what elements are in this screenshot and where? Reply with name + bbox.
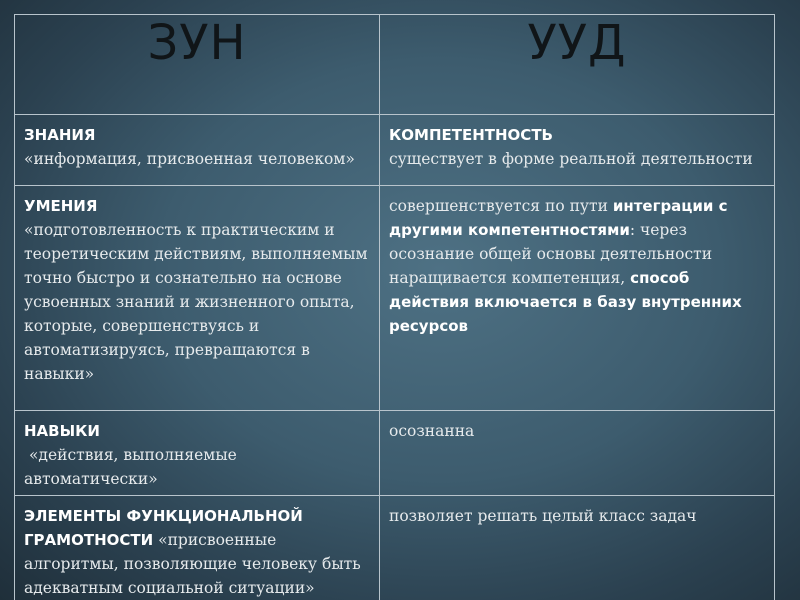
cell-competence (380, 115, 775, 186)
cell-text: «действия, выполняемые автоматически» (24, 446, 242, 488)
cell-text: позволяет решать целый класс задач (389, 507, 697, 525)
cell-title: УМЕНИЯ (24, 197, 98, 215)
table-row (15, 411, 775, 496)
table-row (15, 186, 775, 411)
cell-conscious (380, 411, 775, 496)
cell-title: ЗНАНИЯ (24, 126, 96, 144)
cell-integration (380, 186, 775, 411)
cell-tasks (380, 496, 775, 600)
cell-text: «информация, присвоенная человеком» (24, 150, 355, 168)
cell-title: КОМПЕТЕНТНОСТЬ (389, 126, 553, 144)
cell-bold-text: интеграции с другими компетентностями (389, 197, 728, 239)
table-row (15, 496, 775, 600)
header-zun: ЗУН (15, 15, 380, 115)
cell-literacy (15, 496, 380, 600)
cell-habits (15, 411, 380, 496)
cell-text: совершенствуется по пути (389, 197, 613, 215)
comparison-table (14, 14, 775, 600)
cell-bold-text: способ действия включается в базу внутренних ресурсов (389, 269, 742, 335)
cell-text: «присвоенные алгоритмы, позволяющие человеку быть адекватным социальной ситуации» (24, 531, 361, 597)
cell-knowledge (15, 115, 380, 186)
cell-text: осознанна (389, 422, 475, 440)
cell-text: : через осознание общей основы деятельности наращивается компетенция, (389, 221, 713, 287)
cell-text: существует в форме реальной деятельности (389, 150, 753, 168)
header-uud: УУД (380, 15, 775, 115)
cell-text: «подготовленность к практическим и теоретическим действиям, выполняемым точно быстро и сознательно на основе усвоенных знаний и жизненного опыта, которые, совершенствуясь и автоматизируясь, превращаются в навыки» (24, 221, 368, 383)
table-row (15, 115, 775, 186)
table-header-row (15, 15, 775, 115)
cell-title: ЭЛЕМЕНТЫ ФУНКЦИОНАЛЬНОЙ ГРАМОТНОСТИ (24, 507, 303, 549)
cell-title: НАВЫКИ (24, 422, 100, 440)
cell-skills (15, 186, 380, 411)
